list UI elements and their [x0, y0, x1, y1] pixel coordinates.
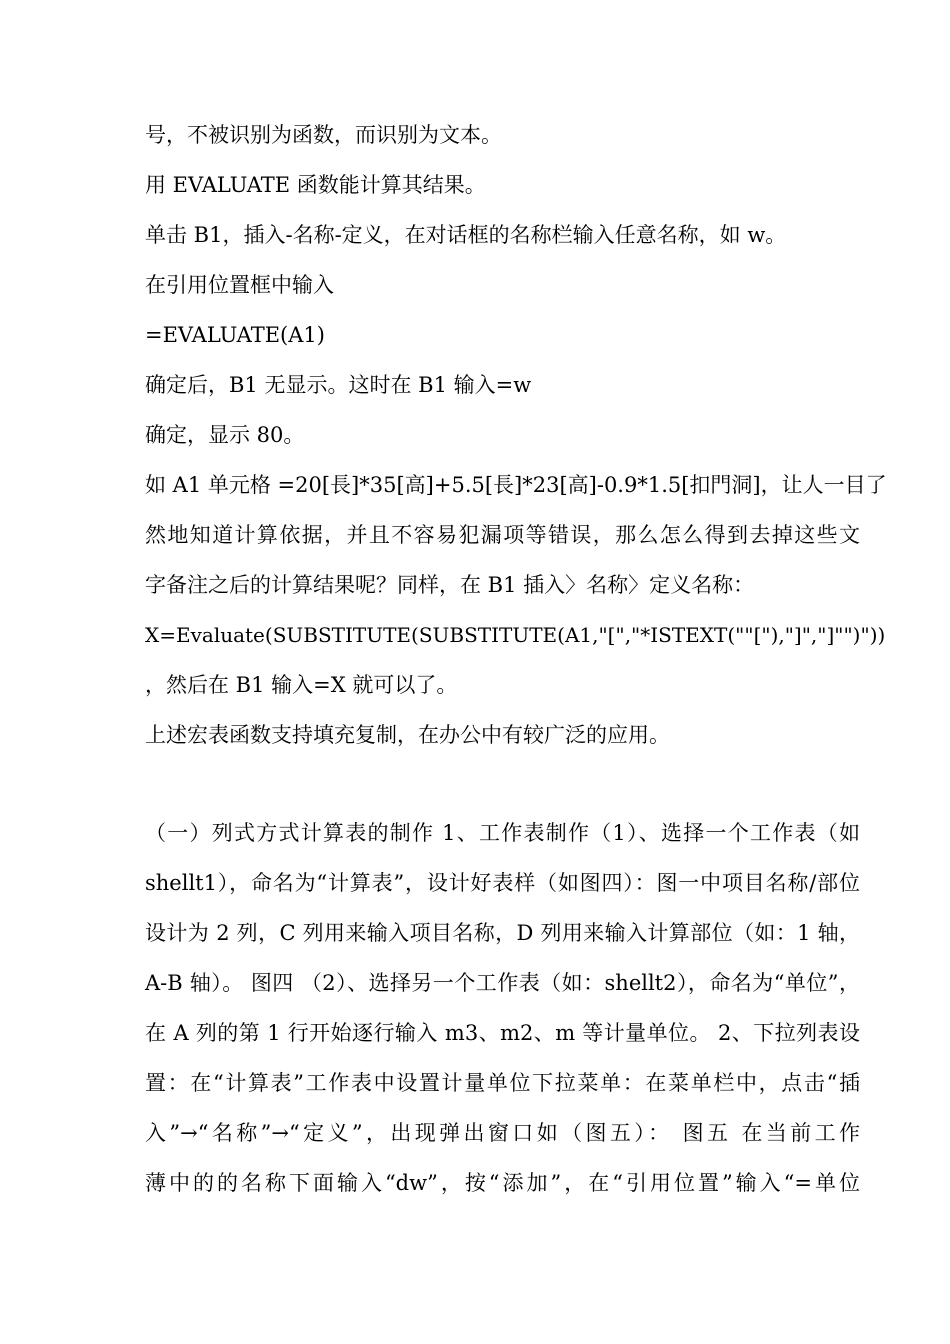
formula-line: =EVALUATE(A1) [145, 323, 325, 347]
paragraph-line: shellt1），命名为“计算表”，设计好表样（如图四）：图一中项目名称/部位 [145, 871, 860, 895]
paragraph-line: ，然后在 B1 输入=X 就可以了。 [145, 673, 458, 697]
paragraph-line: 在引用位置框中输入 [145, 273, 334, 297]
paragraph-line: 置：在“计算表”工作表中设置计量单位下拉菜单：在菜单栏中，点击“插 [145, 1071, 860, 1095]
paragraph-line: A-B 轴）。 图四 （2）、选择另一个工作表（如：shellt2），命名为“单位”， [145, 971, 860, 995]
paragraph-line: 然地知道计算依据，并且不容易犯漏项等错误，那么怎么得到去掉这些文 [145, 523, 860, 547]
paragraph-line: 设计为 2 列，C 列用来输入项目名称，D 列用来输入计算部位（如：1 轴， [145, 921, 860, 945]
paragraph-line: 薄中的的名称下面输入“dw”，按“添加”，在“引用位置”输入“=单位 [145, 1171, 860, 1195]
paragraph-line: 在 A 列的第 1 行开始逐行输入 m3、m2、m 等计量单位。 2、下拉列表设 [145, 1021, 860, 1045]
paragraph-line: 用 EVALUATE 函数能计算其结果。 [145, 173, 486, 197]
paragraph-line: 入”→“名称”→“定义”，出现弹出窗口如（图五）： 图五 在当前工作 [145, 1121, 860, 1145]
paragraph-line: 号，不被识别为函数，而识别为文本。 [145, 123, 502, 147]
paragraph-line: 字备注之后的计算结果呢？同样，在 B1 插入〉名称〉定义名称： [145, 573, 755, 597]
paragraph-line: 如 A1 单元格 =20[長]*35[高]+5.5[長]*23[高]-0.9*1.5[扣門洞]，让人一目了 [145, 473, 887, 497]
paragraph-line: 确定后，B1 无显示。这时在 B1 输入=w [145, 373, 532, 397]
paragraph-line: 上述宏表函数支持填充复制，在办公中有较广泛的应用。 [145, 723, 670, 747]
formula-line: X=Evaluate(SUBSTITUTE(SUBSTITUTE(A1,"[","*ISTEXT(""["),"]","]"")")) [145, 623, 886, 647]
paragraph-line: 确定，显示 80。 [145, 423, 305, 447]
paragraph-line: （一）列式方式计算表的制作 1、工作表制作（1）、选择一个工作表（如 [145, 821, 860, 845]
paragraph-line: 单击 B1，插入-名称-定义，在对话框的名称栏输入任意名称，如 w。 [145, 223, 787, 247]
